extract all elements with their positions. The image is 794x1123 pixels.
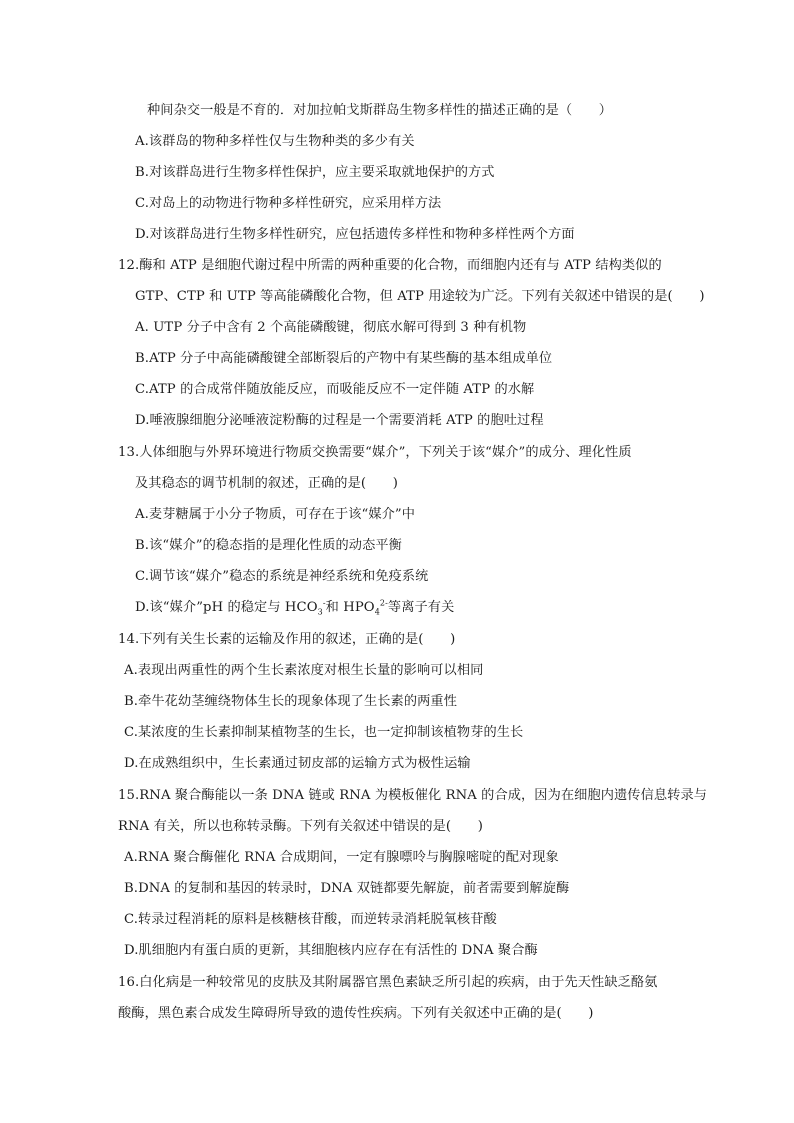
q11-option-c: C.对岛上的动物进行物种多样性研究，应采用样方法 [135, 196, 442, 211]
q15-stem-line-2: RNA 有关，所以也称转录酶。下列有关叙述中错误的是( ) [118, 819, 483, 834]
q13-option-d-text-1: D.该“媒介”pH 的稳定与 HCO [135, 600, 318, 615]
q13-option-d [135, 598, 454, 618]
q11-option-b: B.对该群岛进行生物多样性保护，应主要采取就地保护的方式 [135, 165, 495, 180]
q11-option-a: A.该群岛的物种多样性仅与生物种类的多少有关 [135, 134, 415, 149]
q14-option-a: A.表现出两重性的两个生长素浓度对根生长量的影响可以相同 [124, 663, 484, 678]
q13-option-d-text-2: 和 HPO [325, 600, 375, 615]
q13-option-d-text-3: 等离子有关 [387, 600, 455, 615]
q15-option-d: D.肌细胞内有蛋白质的更新，其细胞核内应存在有活性的 DNA 聚合酶 [124, 943, 538, 958]
q14-stem: 14.下列有关生长素的运输及作用的叙述，正确的是( ) [118, 632, 456, 647]
q14-option-b: B.牵牛花幼茎缠绕物体生长的现象体现了生长素的两重性 [124, 694, 457, 709]
q12-stem-line-2: GTP、CTP 和 UTP 等高能磷酸化合物，但 ATP 用途较为广泛。下列有关叙述中错误的是( ) [135, 289, 705, 304]
q12-stem-line-1: 12.酶和 ATP 是细胞代谢过程中所需的两种重要的化合物，而细胞内还有与 ATP 结构类似的 [118, 258, 662, 273]
subscript-4: 4 [374, 607, 380, 617]
q14-option-c: C.某浓度的生长素抑制某植物茎的生长，也一定抑制该植物芽的生长 [124, 725, 524, 740]
q13-option-c: C.调节该“媒介”稳态的系统是神经系统和免疫系统 [135, 569, 429, 584]
q12-option-a: A. UTP 分子中含有 2 个高能磷酸键，彻底水解可得到 3 种有机物 [135, 320, 527, 335]
q13-option-a: A.麦芽糖属于小分子物质，可存在于该“媒介”中 [135, 507, 416, 522]
superscript-minus: - [322, 598, 326, 608]
q12-option-c: C.ATP 的合成常伴随放能反应，而吸能反应不一定伴随 ATP 的水解 [135, 382, 535, 397]
q16-stem-line-2: 酸酶，黑色素合成发生障碍所导致的遗传性疾病。下列有关叙述中正确的是( ) [118, 1006, 594, 1021]
q15-option-c: C.转录过程消耗的原料是核糖核苷酸，而逆转录消耗脱氧核苷酸 [124, 912, 497, 927]
q12-option-b: B.ATP 分子中高能磷酸键全部断裂后的产物中有某些酶的基本组成单位 [135, 351, 553, 366]
q11-stem-continuation: 种间杂交一般是不育的．对加拉帕戈斯群岛生物多样性的描述正确的是（ ） [147, 103, 613, 118]
q15-option-b: B.DNA 的复制和基因的转录时，DNA 双链都要先解旋，前者需要到解旋酶 [124, 881, 570, 896]
q12-option-d: D.唾液腺细胞分泌唾液淀粉酶的过程是一个需要消耗 ATP 的胞吐过程 [135, 413, 544, 428]
superscript-2-minus: 2- [379, 598, 388, 608]
q16-stem-line-1: 16.白化病是一种较常见的皮肤及其附属器官黑色素缺乏所引起的疾病，由于先天性缺乏酪氨 [118, 975, 658, 990]
q15-option-a: A.RNA 聚合酶催化 RNA 合成期间，一定有腺嘌呤与胸腺嘧啶的配对现象 [124, 850, 559, 865]
q15-stem-line-1: 15.RNA 聚合酶能以一条 DNA 链或 RNA 为模板催化 RNA 的合成，因为在细胞内遗传信息转录与 [118, 788, 708, 803]
q14-option-d: D.在成熟组织中，生长素通过韧皮部的运输方式为极性运输 [124, 756, 471, 771]
subscript-3: 3 [317, 607, 323, 617]
q13-stem-line-1: 13.人体细胞与外界环境进行物质交换需要“媒介”，下列关于该“媒介”的成分、理化性质 [118, 445, 632, 460]
q13-stem-line-2: 及其稳态的调节机制的叙述，正确的是( ) [135, 476, 398, 491]
q11-option-d: D.对该群岛进行生物多样性研究，应包括遗传多样性和物种多样性两个方面 [135, 227, 575, 242]
q13-option-b: B.该“媒介”的稳态指的是理化性质的动态平衡 [135, 538, 402, 553]
